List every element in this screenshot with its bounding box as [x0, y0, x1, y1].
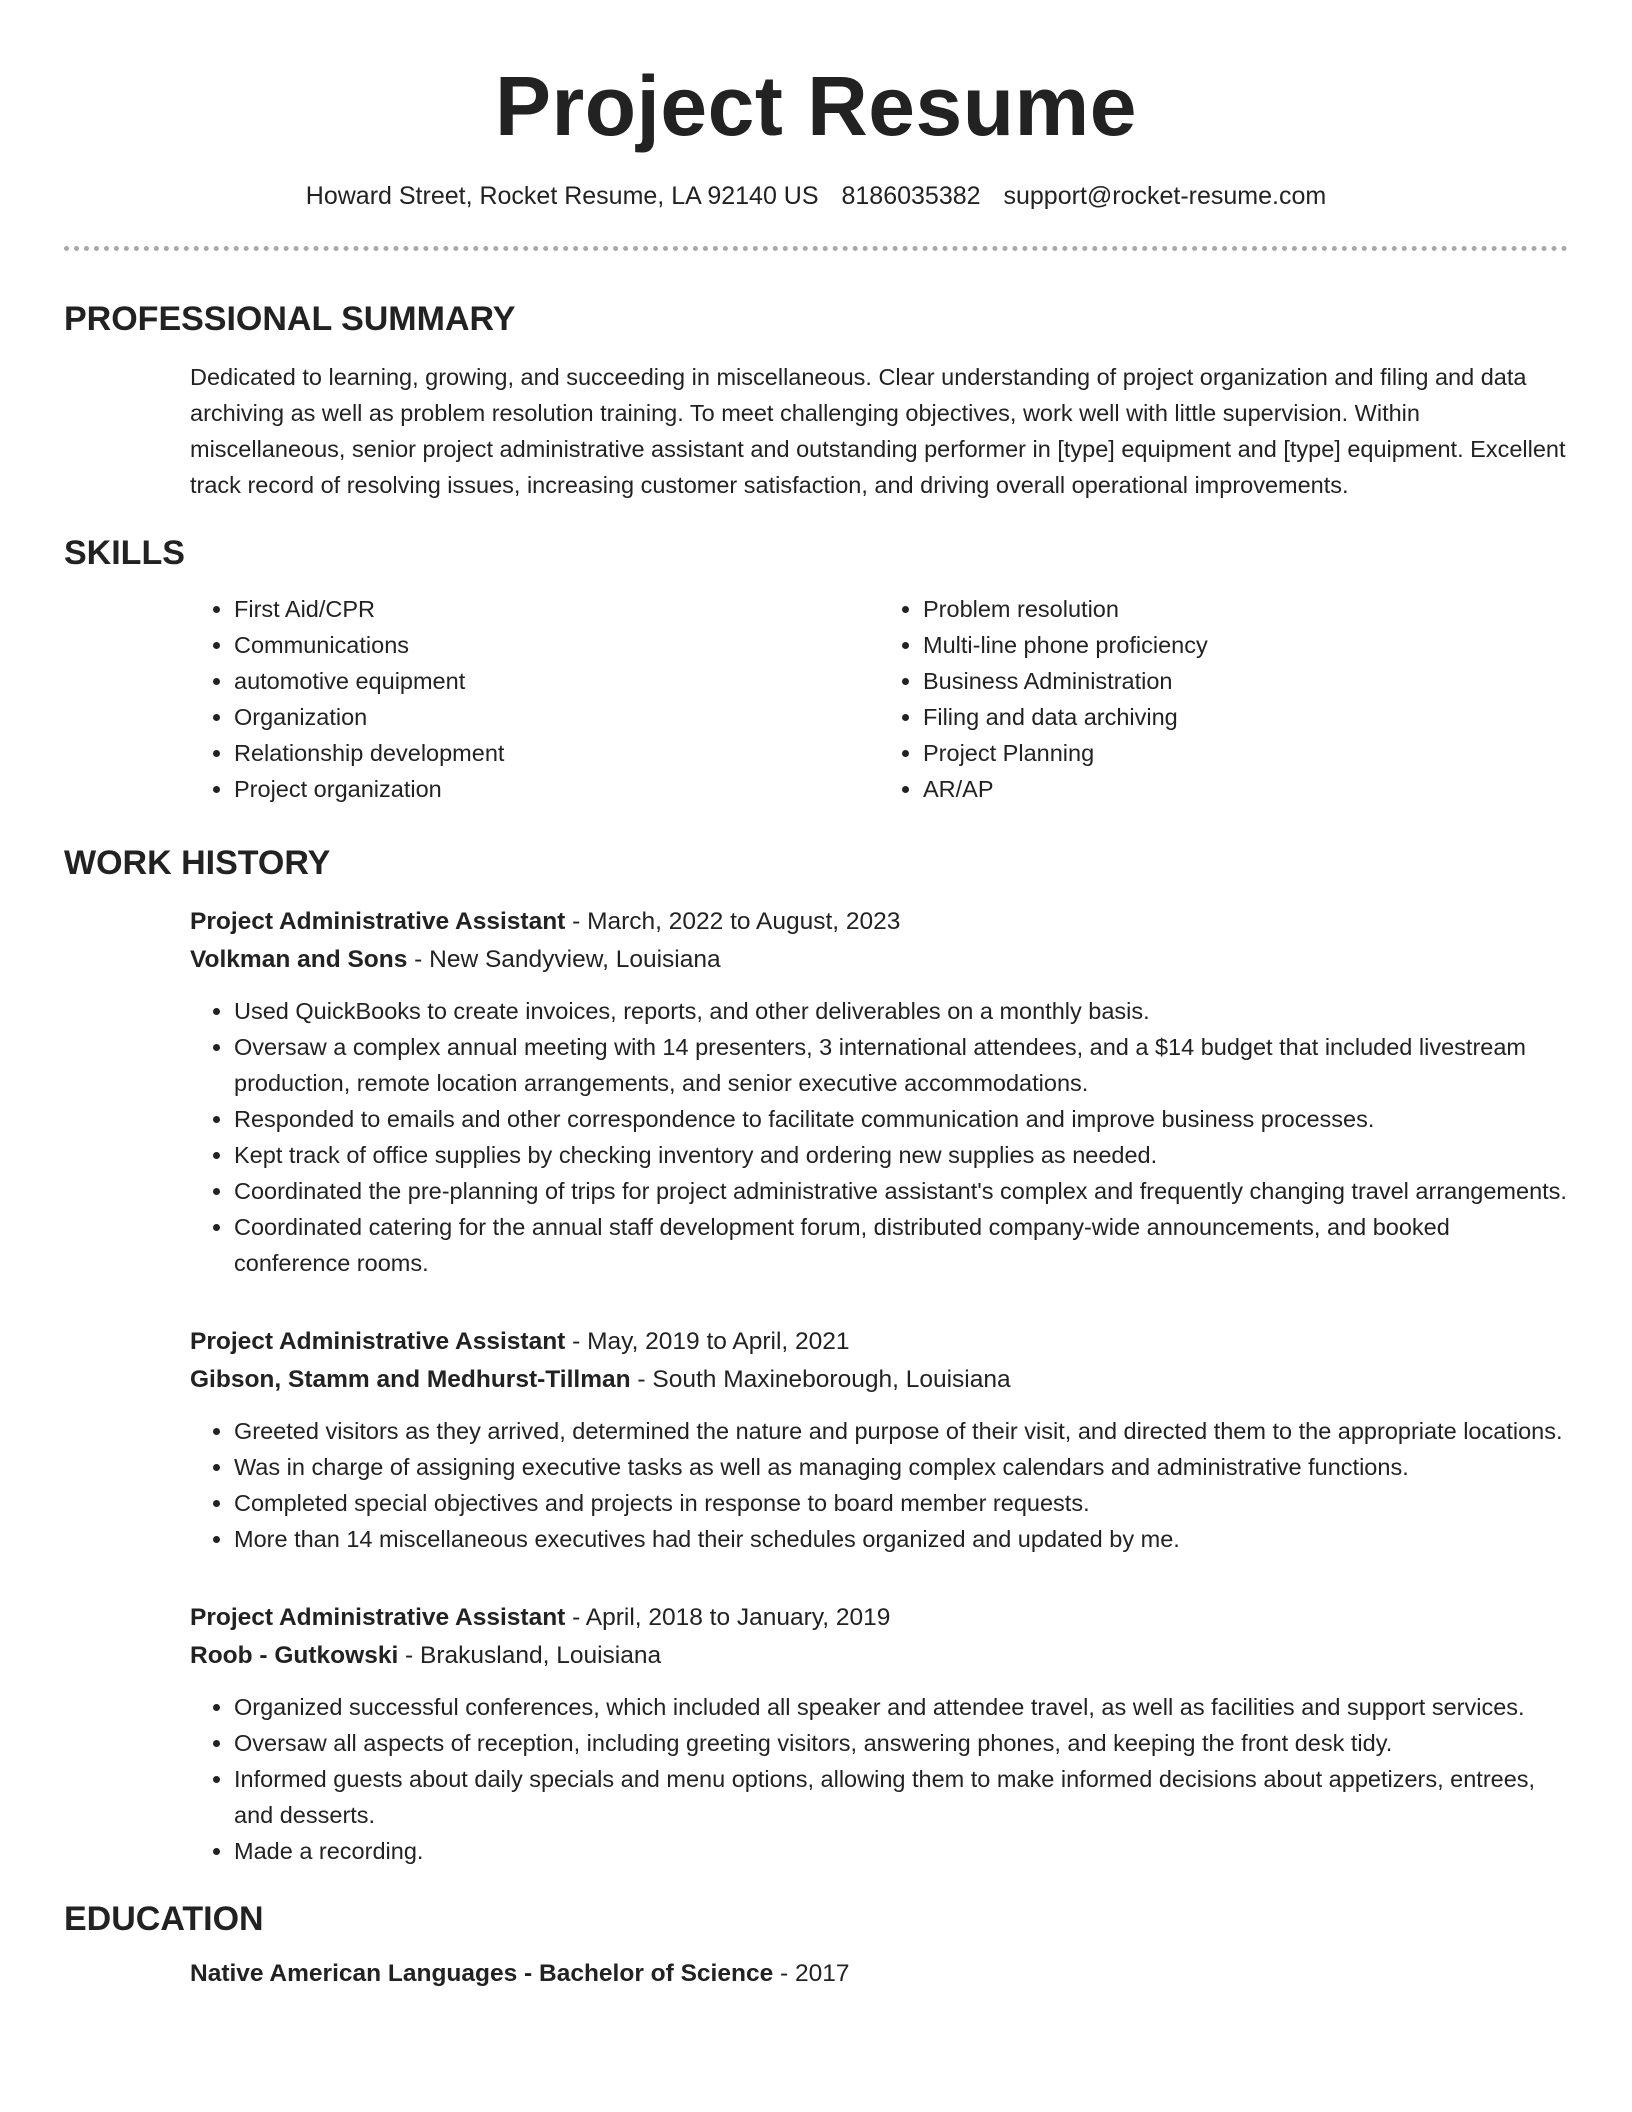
job-entry	[190, 903, 1568, 1281]
skill-item: • Organization	[234, 699, 879, 735]
job-bullet: • Was in charge of assigning executive tasks as well as managing complex calendars and administrative functions.	[234, 1449, 1568, 1485]
job-bullet: • Responded to emails and other correspondence to facilitate communication and improve business processes.	[234, 1101, 1568, 1137]
skill-item: • Project Planning	[923, 735, 1568, 771]
contact-line	[64, 180, 1568, 212]
job-location: - South Maxineborough, Louisiana	[630, 1366, 1011, 1393]
skill-item: • Filing and data archiving	[923, 699, 1568, 735]
job-company: Volkman and Sons	[190, 946, 408, 973]
skill-item: • Problem resolution	[923, 591, 1568, 627]
skill-item: • AR/AP	[923, 771, 1568, 807]
summary-heading: PROFESSIONAL SUMMARY	[64, 300, 516, 338]
job-bullets	[190, 1413, 1568, 1557]
skill-item: • First Aid/CPR	[234, 591, 879, 627]
job-dates: - April, 2018 to January, 2019	[565, 1604, 891, 1631]
job-company: Roob - Gutkowski	[190, 1642, 399, 1669]
contact-address: Howard Street, Rocket Resume, LA 92140 US	[305, 182, 819, 210]
job-entry	[190, 1599, 1568, 1869]
skill-item: • automotive equipment	[234, 663, 879, 699]
job-bullet: • Completed special objectives and projects in response to board member requests.	[234, 1485, 1568, 1521]
job-title-line	[190, 1599, 1568, 1637]
skills-right-list	[879, 591, 1568, 807]
skill-item: • Project organization	[234, 771, 879, 807]
job-bullet: • Greeted visitors as they arrived, determined the nature and purpose of their visit, and directed them to the appropriate locations.	[234, 1413, 1568, 1449]
job-dates: - March, 2022 to August, 2023	[565, 908, 901, 935]
job-dates: - May, 2019 to April, 2021	[565, 1328, 850, 1355]
job-role: Project Administrative Assistant	[190, 1604, 566, 1631]
education-degree: Native American Languages - Bachelor of Science	[190, 1960, 774, 1987]
job-bullet: • Informed guests about daily specials and menu options, allowing them to make informed decisions about appetizers, entrees, and desserts.	[234, 1761, 1568, 1833]
summary-text: Dedicated to learning, growing, and succeeding in miscellaneous. Clear understanding of project organization and filing and data archiving as well as problem resolution training. To meet challenging objectives, work well with little supervision. Within miscellaneous, senior project administrative assistant and outstanding performer in [type] equipment and [type] equipment. Excellent track record of resolving issues, increasing customer satisfaction, and driving overall operational improvements.	[190, 364, 1566, 498]
resume-name: Project Resume	[495, 59, 1137, 153]
job-company-line	[190, 1637, 1568, 1675]
skills-section	[64, 591, 1568, 807]
job-role: Project Administrative Assistant	[190, 908, 566, 935]
job-bullet: • Coordinated catering for the annual staff development forum, distributed company-wide announcements, and booked conference rooms.	[234, 1209, 1568, 1281]
job-location: - Brakusland, Louisiana	[398, 1642, 662, 1669]
summary-section	[64, 359, 1568, 503]
education-line	[190, 1955, 1568, 1993]
job-bullet: • Oversaw a complex annual meeting with 14 presenters, 3 international attendees, and a $14 budget that included livestream production, remote location arrangements, and senior executive accommodations.	[234, 1029, 1568, 1101]
job-location: - New Sandyview, Louisiana	[407, 946, 721, 973]
job-entry	[190, 1323, 1568, 1557]
job-bullet: • Organized successful conferences, which included all speaker and attendee travel, as well as facilities and support services.	[234, 1689, 1568, 1725]
contact-phone: 8186035382	[841, 182, 981, 210]
job-bullets	[190, 1689, 1568, 1869]
contact-email: support@rocket-resume.com	[1003, 182, 1327, 210]
skill-item: • Business Administration	[923, 663, 1568, 699]
job-bullets	[190, 993, 1568, 1281]
job-bullet: • Kept track of office supplies by checking inventory and ordering new supplies as needed.	[234, 1137, 1568, 1173]
education-heading: EDUCATION	[64, 1900, 264, 1938]
education-section	[64, 1955, 1568, 1993]
job-bullet: • Oversaw all aspects of reception, including greeting visitors, answering phones, and keeping the front desk tidy.	[234, 1725, 1568, 1761]
skill-item: • Communications	[234, 627, 879, 663]
skills-left-list	[190, 591, 879, 807]
skills-heading: SKILLS	[64, 534, 185, 572]
education-year: - 2017	[773, 1960, 850, 1987]
work-history-section	[64, 903, 1568, 1869]
skill-item: • Relationship development	[234, 735, 879, 771]
job-title-line	[190, 1323, 1568, 1361]
job-bullet: • Used QuickBooks to create invoices, reports, and other deliverables on a monthly basis.	[234, 993, 1568, 1029]
job-company-line	[190, 1361, 1568, 1399]
skills-columns	[190, 591, 1568, 807]
job-role: Project Administrative Assistant	[190, 1328, 566, 1355]
job-bullet: • More than 14 miscellaneous executives had their schedules organized and updated by me.	[234, 1521, 1568, 1557]
work-history-heading: WORK HISTORY	[64, 844, 331, 882]
skill-item: • Multi-line phone proficiency	[923, 627, 1568, 663]
job-bullet: • Made a recording.	[234, 1833, 1568, 1869]
header-divider	[64, 246, 1568, 251]
job-company: Gibson, Stamm and Medhurst-Tillman	[190, 1366, 631, 1393]
job-title-line	[190, 903, 1568, 941]
job-company-line	[190, 941, 1568, 979]
job-bullet: • Coordinated the pre-planning of trips for project administrative assistant's complex and frequently changing travel arrangements.	[234, 1173, 1568, 1209]
